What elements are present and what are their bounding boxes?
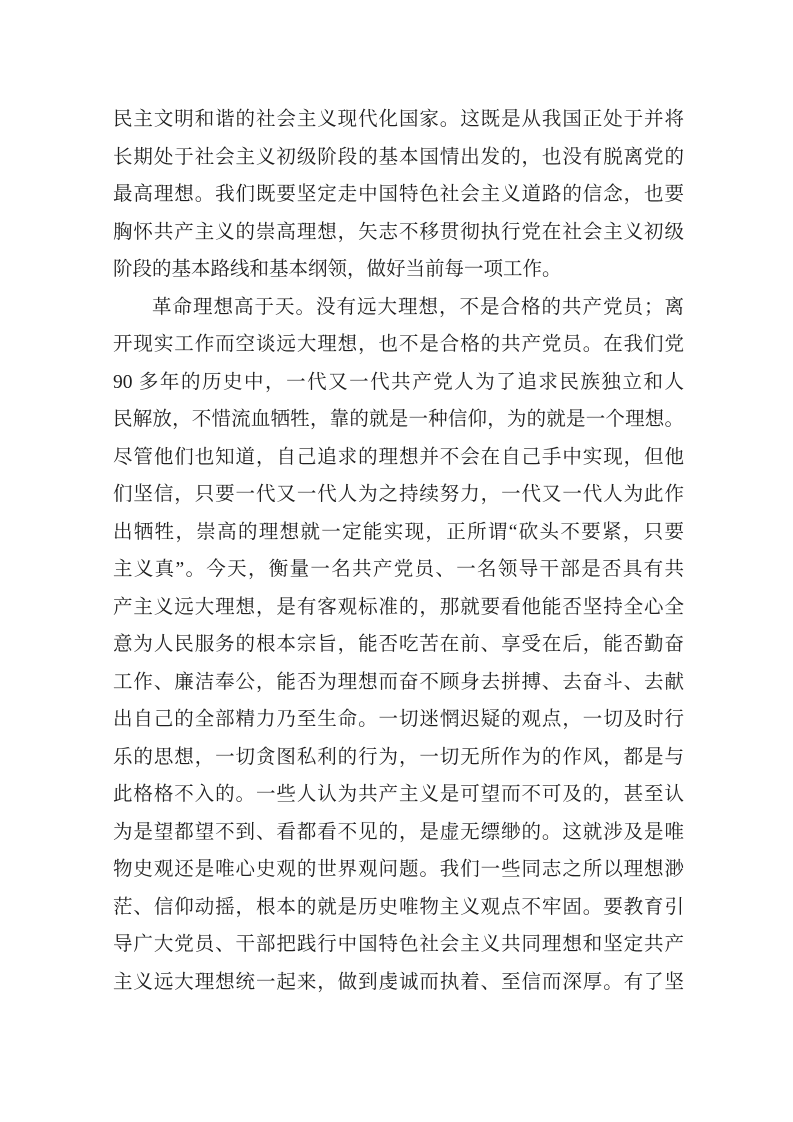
text-line: 尽管他们也知道，自己追求的理想并不会在自己手中实现，但他 xyxy=(113,446,684,468)
text-line: 开现实工作而空谈远大理想，也不是合格的共产党员。在我们党 xyxy=(113,334,684,355)
paragraph xyxy=(113,101,684,289)
text-line: 工作、廉洁奉公，能否为理想而奋不顾身去拼搏、去奋斗、去献 xyxy=(113,671,684,693)
paragraph xyxy=(113,289,684,1002)
text-line: 为是望都望不到、看都看不见的，是虚无缥缈的。这就涉及是唯 xyxy=(113,821,684,843)
text-line: 茫、信仰动摇，根本的就是历史唯物主义观点不牢固。要教育引 xyxy=(113,896,684,918)
text-line: 物史观还是唯心史观的世界观问题。我们一些同志之所以理想渺 xyxy=(113,859,684,880)
text-line: 阶段的基本路线和基本纲领，做好当前每一项工作。 xyxy=(113,259,562,280)
page-text xyxy=(113,101,684,1001)
text-line: 们坚信，只要一代又一代人为之持续努力，一代又一代人为此作 xyxy=(113,484,684,505)
text-line: 90 多年的历史中，一代又一代共产党人为了追求民族独立和人 xyxy=(113,371,684,393)
text-line: 胸怀共产主义的崇高理想，矢志不移贯彻执行党在社会主义初级 xyxy=(113,221,684,243)
text-line: 主义真”。今天，衡量一名共产党员、一名领导干部是否具有共 xyxy=(113,559,684,580)
text-line: 产主义远大理想，是有客观标准的，那就要看他能否坚持全心全 xyxy=(113,596,684,618)
text-line: 主义远大理想统一起来，做到虔诚而执着、至信而深厚。有了坚 xyxy=(113,971,684,993)
text-line: 出牺牲，崇高的理想就一定能实现，正所谓“砍头不要紧，只要 xyxy=(113,521,684,543)
text-line: 意为人民服务的根本宗旨，能否吃苦在前、享受在后，能否勤奋 xyxy=(113,634,684,655)
text-line: 导广大党员、干部把践行中国特色社会主义共同理想和坚定共产 xyxy=(113,934,684,955)
text-line: 长期处于社会主义初级阶段的基本国情出发的，也没有脱离党的 xyxy=(113,146,684,168)
text-line: 此格格不入的。一些人认为共产主义是可望而不可及的，甚至认 xyxy=(113,784,684,805)
text-line: 民解放，不惜流血牺牲，靠的就是一种信仰，为的就是一个理想。 xyxy=(113,409,684,430)
text-line: 最高理想。我们既要坚定走中国特色社会主义道路的信念，也要 xyxy=(113,184,684,205)
text-line: 出自己的全部精力乃至生命。一切迷惘迟疑的观点，一切及时行 xyxy=(113,709,684,730)
text-line: 乐的思想，一切贪图私利的行为，一切无所作为的作风，都是与 xyxy=(113,746,684,768)
text-line: 民主文明和谐的社会主义现代化国家。这既是从我国正处于并将 xyxy=(113,109,684,130)
text-line: 革命理想高于天。没有远大理想，不是合格的共产党员；离 xyxy=(152,296,684,318)
